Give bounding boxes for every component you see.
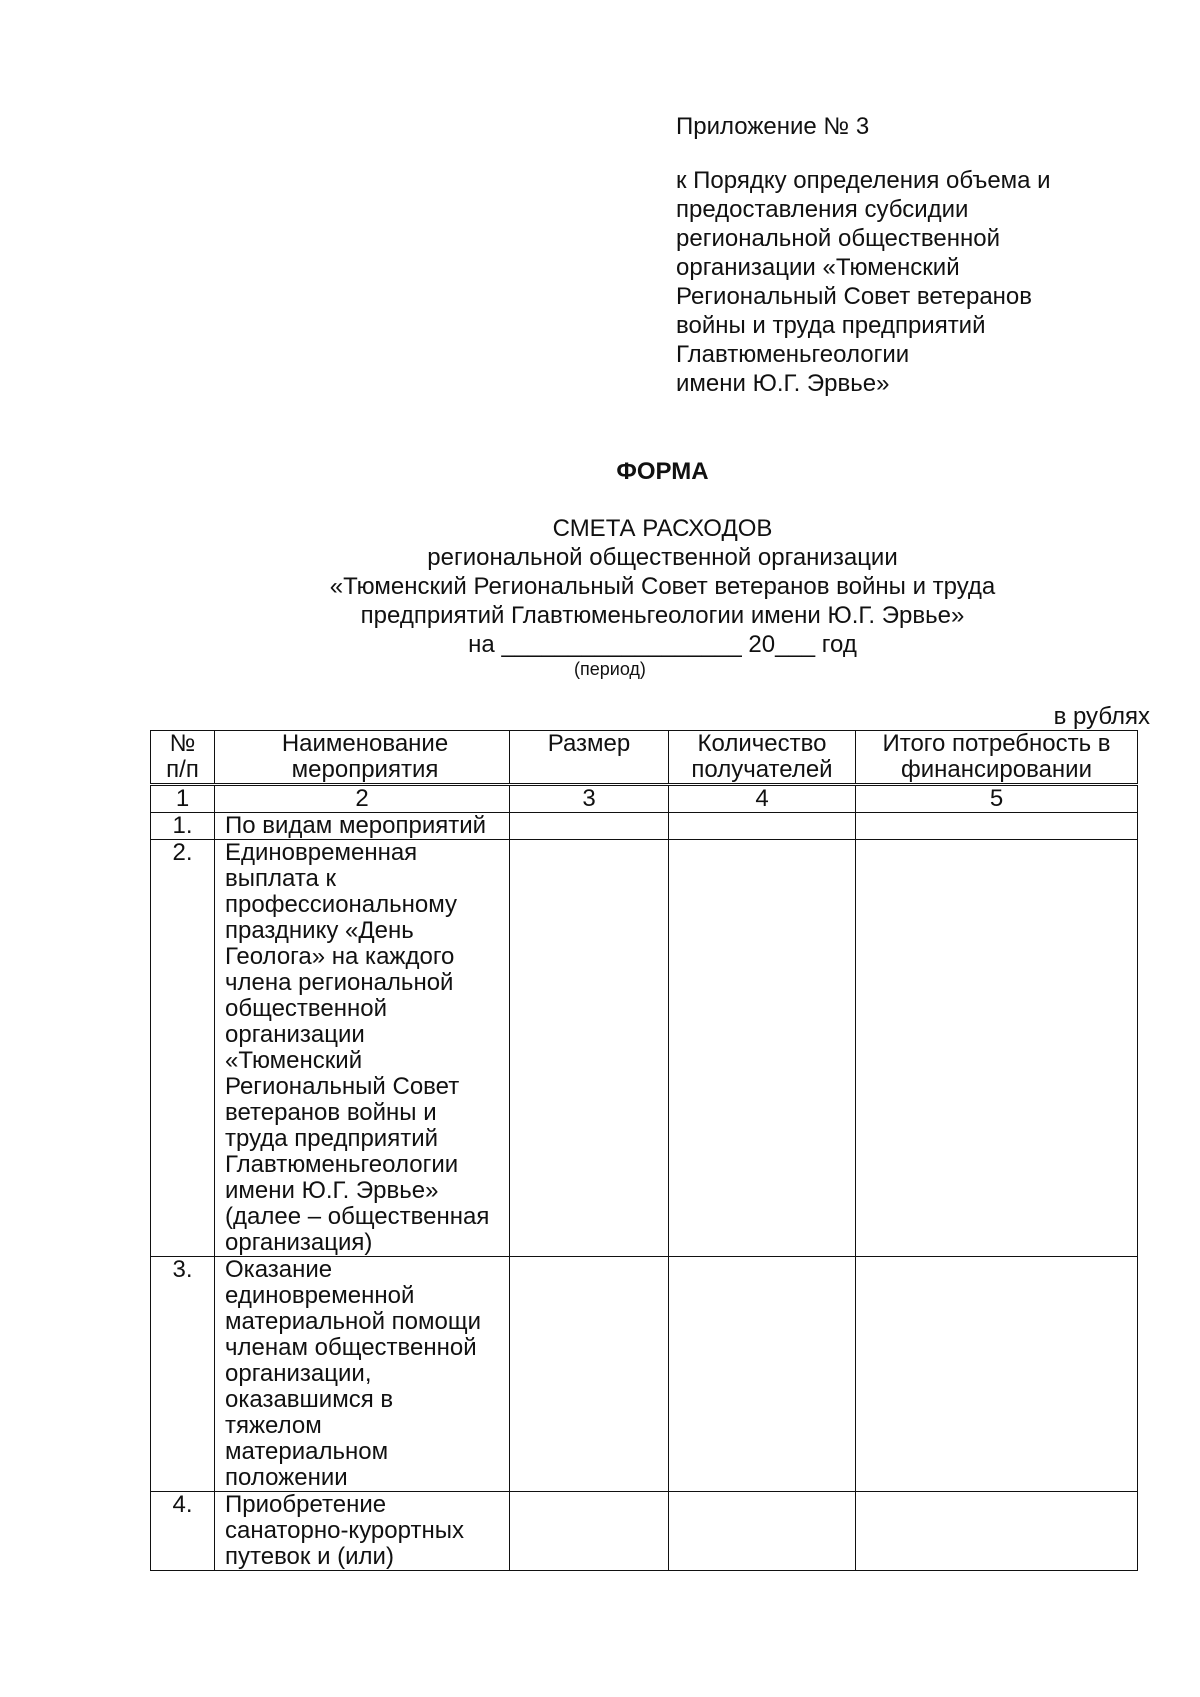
row-name-line: Приобретение — [225, 1491, 387, 1518]
appendix-block — [676, 112, 1136, 398]
header-text: мероприятия — [291, 756, 439, 783]
row-recipients — [669, 1257, 856, 1492]
row-name-line: выплата к — [225, 865, 337, 892]
row-size — [510, 813, 669, 840]
appendix-line: Главтюменьгеологии — [676, 341, 910, 368]
row-name-line: «Тюменский — [225, 1047, 363, 1074]
row-name-line: члена региональной — [225, 969, 454, 996]
row-recipients — [669, 813, 856, 840]
row-name-line: общественной — [225, 995, 387, 1022]
row-name-line: единовременной — [225, 1282, 415, 1309]
column-number: 1 — [151, 785, 215, 813]
row-name-line: организация) — [225, 1229, 373, 1256]
row-name-line: По видам мероприятий — [225, 812, 487, 839]
appendix-line: имени Ю.Г. Эрвье» — [676, 370, 890, 397]
column-number-row — [151, 785, 1138, 813]
row-size — [510, 1257, 669, 1492]
row-name-line: Главтюменьгеологии — [225, 1151, 459, 1178]
title-line: СМЕТА РАСХОДОВ — [552, 515, 773, 542]
period-hint: (период) — [574, 659, 646, 679]
row-name-line: Оказание — [225, 1256, 333, 1283]
estimate-table — [150, 730, 1138, 1571]
header-total — [856, 731, 1138, 785]
row-total — [856, 840, 1138, 1257]
header-text: Количество — [697, 730, 827, 757]
appendix-line: региональной общественной — [676, 225, 1000, 252]
header-text: Итого потребность в — [882, 730, 1111, 757]
row-number: 1. — [151, 813, 215, 840]
appendix-line: войны и труда предприятий — [676, 312, 986, 339]
appendix-line: Региональный Совет ветеранов — [676, 283, 1033, 310]
units-label: в рублях — [1053, 703, 1150, 730]
column-number: 4 — [669, 785, 856, 813]
row-total — [856, 1257, 1138, 1492]
row-number: 3. — [151, 1257, 215, 1492]
row-name-line: тяжелом — [225, 1412, 322, 1439]
row-name-line: оказавшимся в — [225, 1386, 394, 1413]
title-line: «Тюменский Региональный Совет ветеранов войны и труда — [329, 573, 996, 600]
row-name-line: (далее – общественная — [225, 1203, 490, 1230]
row-name — [215, 813, 510, 840]
column-number: 2 — [215, 785, 510, 813]
header-text: получателей — [691, 756, 833, 783]
appendix-number: Приложение № 3 — [676, 113, 870, 140]
header-recipients — [669, 731, 856, 785]
row-name — [215, 1492, 510, 1571]
row-name — [215, 1257, 510, 1492]
header-size — [510, 731, 669, 785]
appendix-line: к Порядку определения объема и — [676, 167, 1051, 194]
row-name-line: положении — [225, 1464, 348, 1491]
appendix-line: предоставления субсидии — [676, 196, 969, 223]
document-title — [0, 514, 1200, 659]
row-name-line: организации — [225, 1021, 365, 1048]
row-total — [856, 1492, 1138, 1571]
row-name-line: профессиональному — [225, 891, 458, 918]
row-name-line: Региональный Совет — [225, 1073, 460, 1100]
row-number: 4. — [151, 1492, 215, 1571]
header-text: финансировании — [900, 756, 1092, 783]
table-row — [151, 1492, 1138, 1571]
row-name-line: Геолога» на каждого — [225, 943, 455, 970]
column-number: 3 — [510, 785, 669, 813]
row-name-line: материальной помощи — [225, 1308, 482, 1335]
header-text: Размер — [547, 730, 631, 757]
header-text: № — [169, 730, 196, 757]
row-recipients — [669, 840, 856, 1257]
row-name-line: путевок и (или) — [225, 1543, 394, 1570]
row-name-line: материальном — [225, 1438, 389, 1465]
row-recipients — [669, 1492, 856, 1571]
row-name-line: санаторно-курортных — [225, 1517, 464, 1544]
row-name-line: организации, — [225, 1360, 372, 1387]
table-header-row — [151, 731, 1138, 785]
title-line: региональной общественной организации — [427, 544, 898, 571]
row-name — [215, 840, 510, 1257]
row-number: 2. — [151, 840, 215, 1257]
header-text: п/п — [166, 756, 199, 783]
form-label: ФОРМА — [616, 458, 709, 485]
header-text: Наименование — [281, 730, 449, 757]
row-name-line: празднику «День — [225, 917, 414, 944]
table-row — [151, 840, 1138, 1257]
table-row — [151, 813, 1138, 840]
row-name-line: членам общественной — [225, 1334, 477, 1361]
column-number: 5 — [856, 785, 1138, 813]
header-num — [151, 731, 215, 785]
table-row — [151, 1257, 1138, 1492]
row-size — [510, 1492, 669, 1571]
title-line: предприятий Главтюменьгеологии имени Ю.Г. Эрвье» — [360, 602, 965, 629]
row-name-line: труда предприятий — [225, 1125, 439, 1152]
row-size — [510, 840, 669, 1257]
row-total — [856, 813, 1138, 840]
period-line: на __________________ 20___ год — [468, 631, 857, 658]
row-name-line: имени Ю.Г. Эрвье» — [225, 1177, 439, 1204]
header-name — [215, 731, 510, 785]
row-name-line: ветеранов войны и — [225, 1099, 437, 1126]
row-name-line: Единовременная — [225, 839, 418, 866]
appendix-line: организации «Тюменский — [676, 254, 960, 281]
